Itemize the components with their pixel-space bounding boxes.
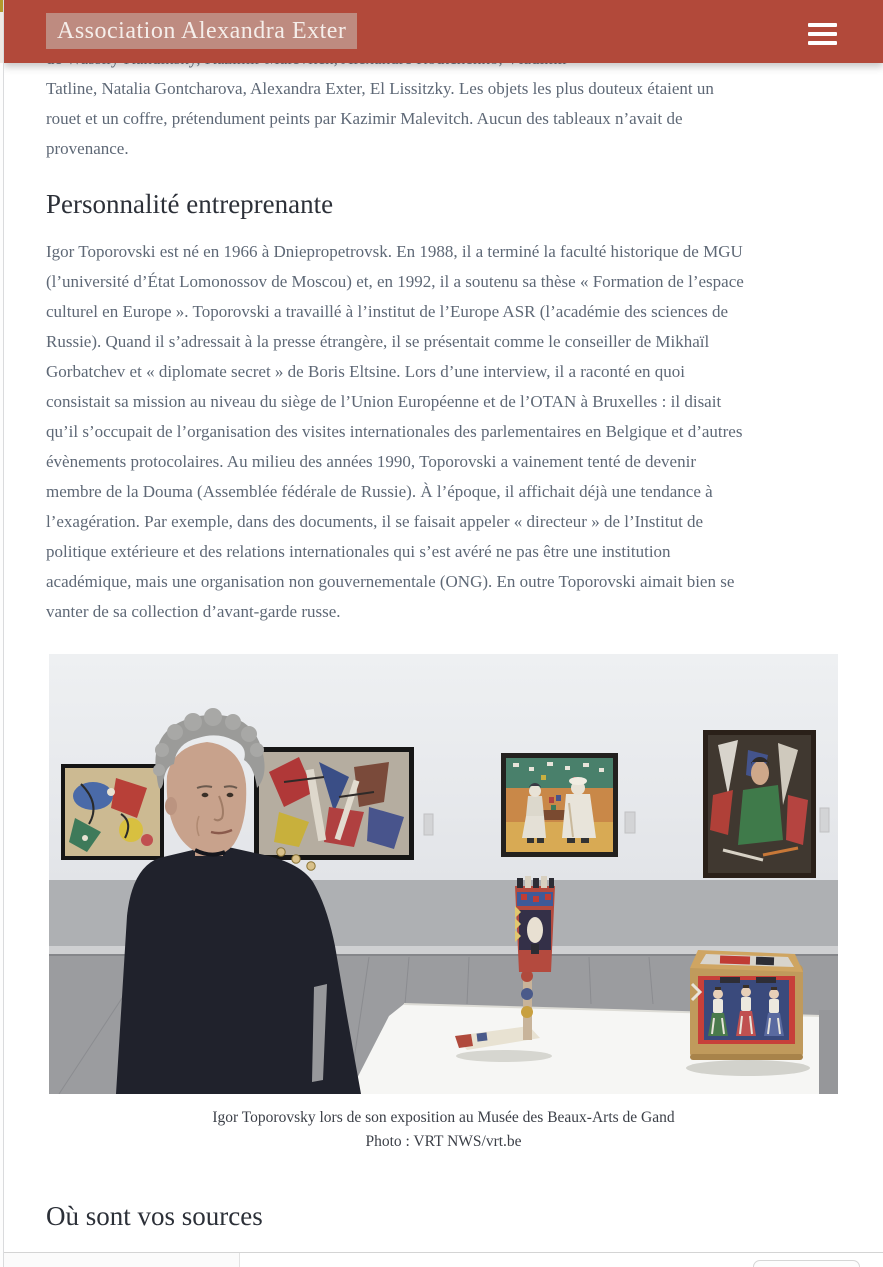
gallery-photo-illustration [49, 654, 838, 1094]
painting-cubist-center-left [254, 747, 414, 860]
exhibit-painted-chest [690, 950, 803, 1060]
caption-line-1: Igor Toporovsky lors de son exposition au Musée des Beaux-Arts de Gand [212, 1109, 675, 1126]
text-line: Russie). Quand il s’adressait à la presse étrangère, il se présentait comme le conseiller de Mikhaïl [46, 332, 710, 351]
section-heading-personnalite: Personnalité entreprenante [46, 189, 334, 219]
bottom-column-divider [239, 1253, 240, 1267]
text-line: membre de la Douma (Assemblée fédérale de Russie). À l’époque, il affichait déjà une tendance à [46, 482, 713, 501]
text-line: rouet et un coffre, prétendument peints par Kazimir Malevitch. Aucun des tableaux n’avait de [46, 109, 683, 128]
bottom-divider [0, 1252, 883, 1253]
chest-women-figures [708, 985, 784, 1036]
site-title: Association Alexandra Exter [57, 18, 347, 44]
caption-line-2: Photo : VRT NWS/vrt.be [365, 1133, 522, 1150]
painting-cubist-right [703, 730, 816, 878]
text-line: politique extérieure et des relations internationales qui s’est avéré ne pas être une institution [46, 542, 671, 561]
text-line: académique, mais une organisation non gouvernementale (ONG). En outre Toporovski aimait bien se [46, 572, 735, 591]
left-edge-border [3, 0, 4, 1267]
text-line: provenance. [46, 139, 129, 158]
text-line: qu’il s’occupait de l’organisation des visites internationales des parlementaires en Belgique et d’autres [46, 422, 743, 441]
painting-peasants-center [501, 753, 618, 857]
text-line: l’exagération. Par exemple, dans des documents, il se faisait appeler « directeur » de l’Institut de [46, 512, 704, 531]
bottom-left-cell [0, 1253, 239, 1267]
text-line: culturel en Europe ». Toporovski a travaillé à l’institut de l’Europe ASR (l’académie des sciences de [46, 302, 729, 321]
site-title-link[interactable] [46, 13, 357, 49]
painting-abstract-left [61, 764, 164, 860]
article-photo [49, 654, 838, 1154]
text-line: Gorbatchev et « diplomate secret » de Boris Eltsine. Lors d’une interview, il a raconté en quoi [46, 362, 686, 381]
text-line: Tatline, Natalia Gontcharova, Alexandra Exter, El Lissitzky. Les objets les plus douteux étaient un [46, 79, 714, 98]
hamburger-menu-icon[interactable] [808, 23, 838, 46]
text-line: évènements protocolaires. Au milieu des années 1990, Toporovski a vainement tenté de devenir [46, 452, 696, 471]
text-line: consistait sa mission au niveau du siège de l’Union Européenne et de l’OTAN à Bruxelles : il disait [46, 392, 722, 411]
biography-paragraph [46, 237, 846, 627]
text-line: vanter de sa collection d’avant-garde russe. [46, 602, 341, 621]
section-heading-sources: Où sont vos sources [46, 1201, 263, 1231]
bottom-clipped-button[interactable] [753, 1260, 860, 1267]
text-line: (l’université d’État Lomonossov de Moscou) et, en 1992, il a soutenu sa thèse « Formation de l’espace [46, 272, 744, 291]
photo-caption [49, 1106, 838, 1154]
site-header [4, 0, 883, 63]
text-line: Igor Toporovski est né en 1966 à Dniepropetrovsk. En 1988, il a terminé la faculté historique de MGU [46, 242, 743, 261]
